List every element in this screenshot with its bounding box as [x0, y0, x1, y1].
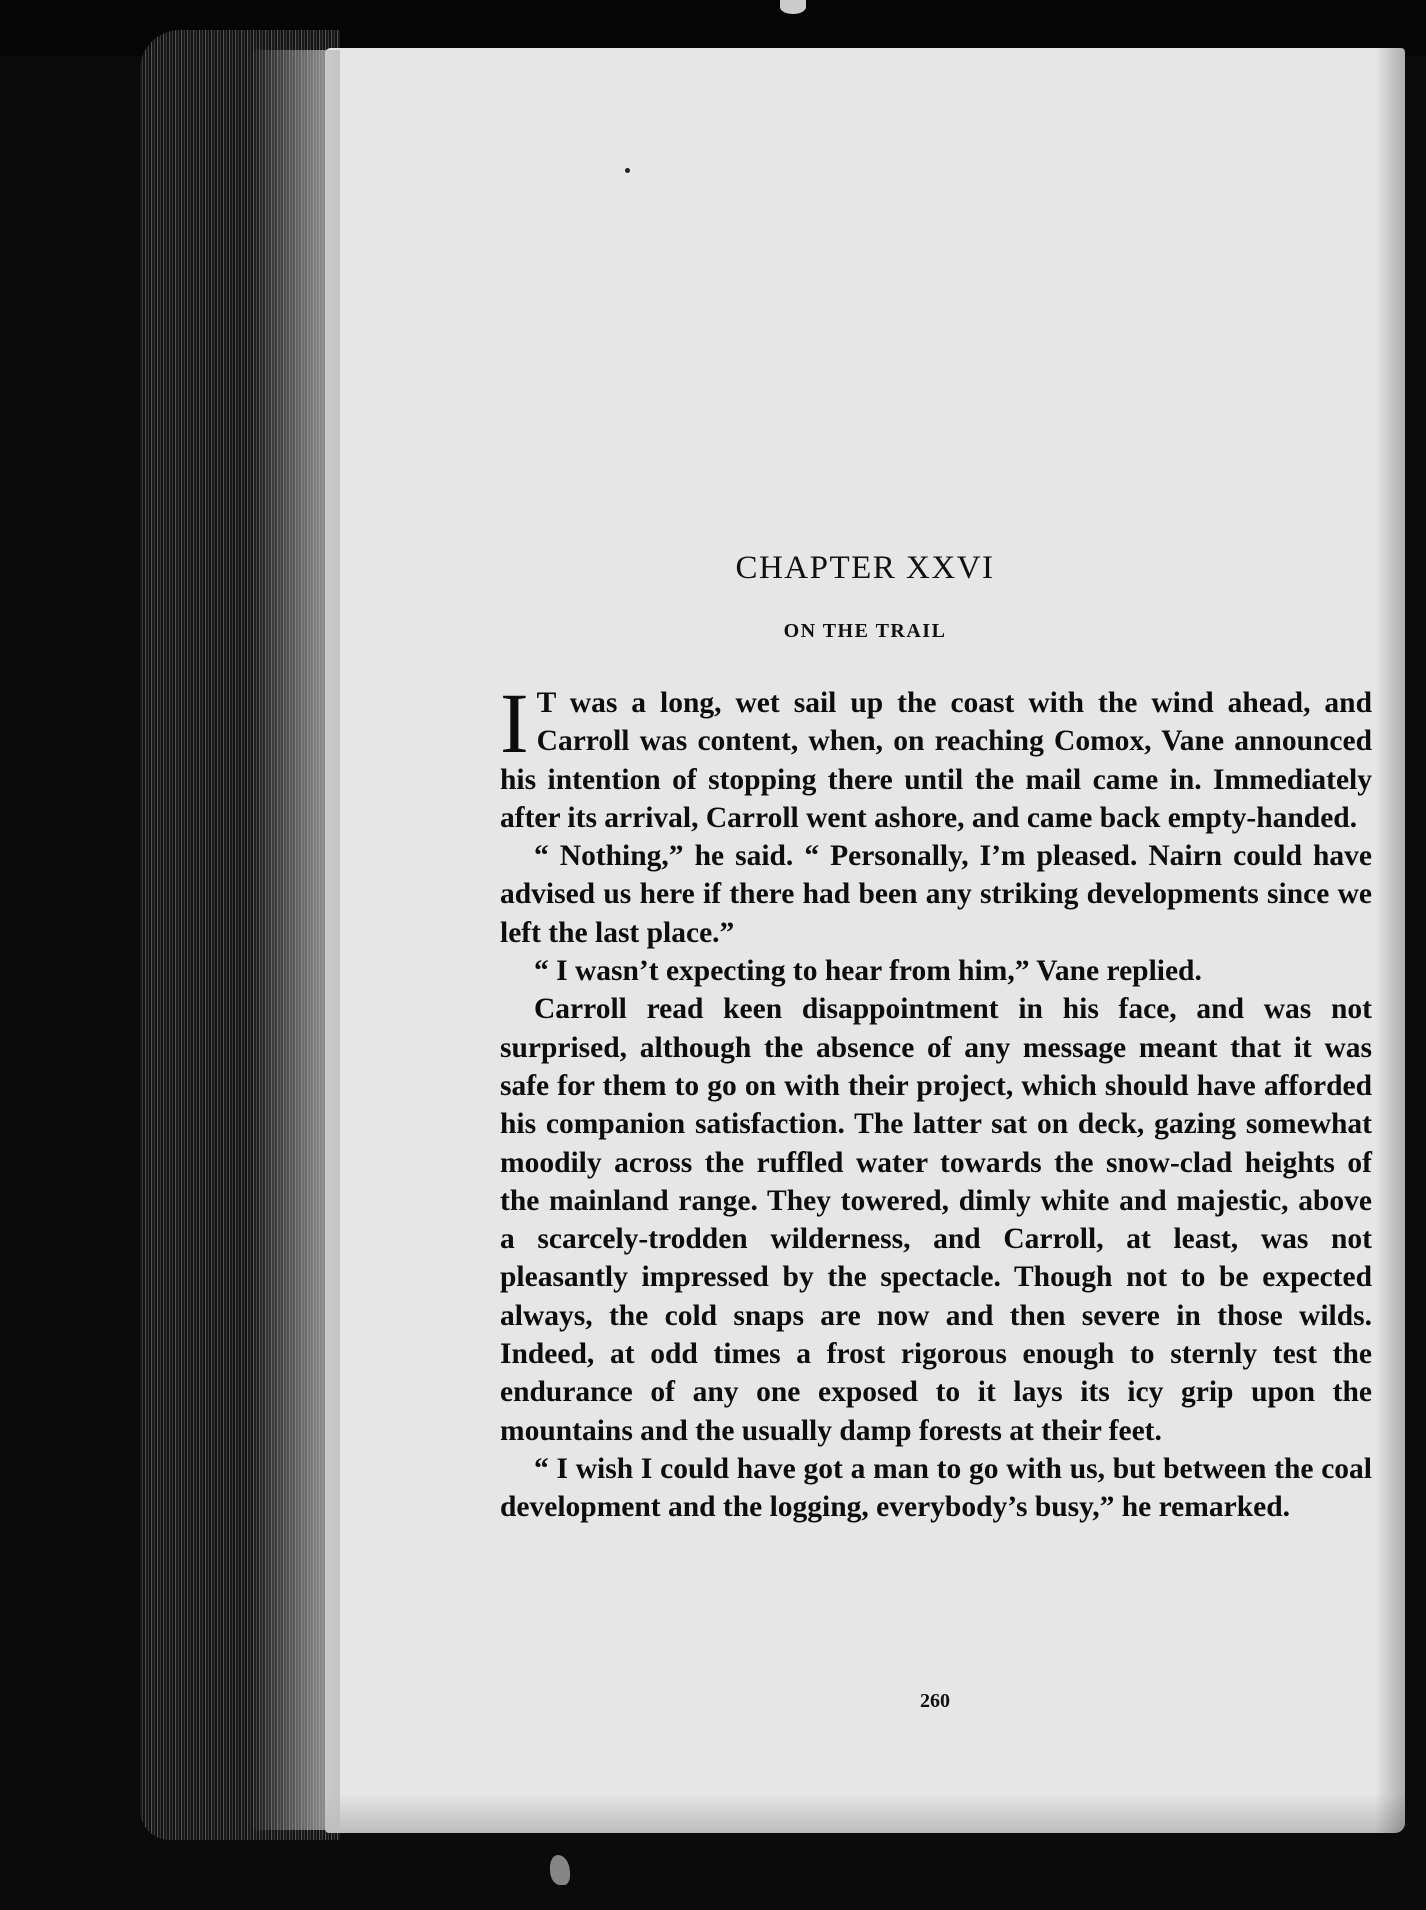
- page-number: 260: [920, 1690, 950, 1712]
- paragraph-text: T was a long, wet sail up the coast with the wind ahead, and Carroll was content, when, on reaching Comox, Vane announced his intention of stopping there until the mail came in. Immediately after its arrival, Carroll went ashore, and came back empty-handed.: [500, 687, 1372, 834]
- page-shadow-right: [1375, 48, 1405, 1833]
- paragraph: Carroll read keen disappointment in his face, and was not surprised, although the absence of any message meant that it was safe for them to go on with their project, which should have afforded his companion satisfaction. The latter sat on deck, gazing somewhat moodily across the ruffled water towards the snow-clad heights of the mainland range. They towered, dimly white and majestic, above a scarcely-trodden wilderness, and Carroll, at least, was not pleasantly impressed by the spectacle. Though not to be expected always, the cold snaps are now and then severe in those wilds. Indeed, at odd times a frost rigorous enough to sternly test the endurance of any one exposed to it lays its icy grip upon the mountains and the usually damp forests at their feet.: [500, 993, 1372, 1447]
- paragraph: [500, 675, 1372, 837]
- paragraph: “ I wish I could have got a man to go with us, but between the coal development and the logging, everybody’s busy,” he remarked.: [500, 1452, 1372, 1524]
- scan-bottom-mark: [550, 1855, 570, 1885]
- paragraph: “ I wasn’t expecting to hear from him,” Vane replied.: [534, 955, 1202, 988]
- chapter-subtitle: ON THE TRAIL: [783, 620, 947, 642]
- chapter-body: [500, 675, 1372, 1527]
- chapter-title: CHAPTER XXVI: [735, 550, 995, 586]
- page-shadow-bottom: [325, 1793, 1405, 1833]
- scan-top-mark: [780, 0, 806, 14]
- page-speck: [625, 168, 630, 173]
- page-edges-fade: [250, 50, 340, 1830]
- drop-cap: I: [500, 675, 529, 771]
- paragraph: “ Nothing,” he said. “ Personally, I’m pleased. Nairn could have advised us here if there had been any striking developments since we left the last place.”: [500, 840, 1372, 949]
